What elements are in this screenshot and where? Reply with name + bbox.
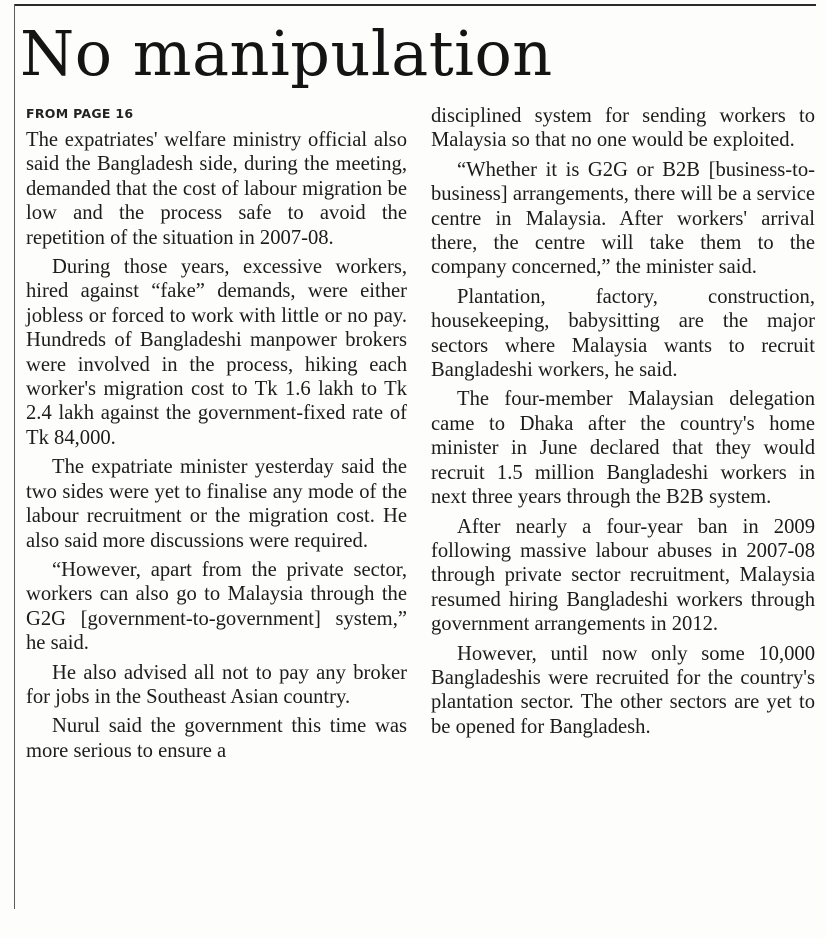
headline: No manipulation — [20, 17, 553, 90]
paragraph: “However, apart from the private sector, workers can also go to Malaysia through the G2G [government-to-government] system,” he said. — [26, 558, 407, 655]
paragraph: Plantation, factory, construction, housekeeping, babysitting are the major sectors where Malaysia wants to recruit Bangladeshi workers, he said. — [431, 285, 815, 382]
jump-line: FROM PAGE 16 — [26, 106, 134, 121]
right-column — [431, 104, 815, 744]
left-rule — [14, 4, 15, 909]
paragraph: He also advised all not to pay any broker for jobs in the Southeast Asian country. — [26, 661, 407, 708]
left-column — [26, 104, 407, 768]
paragraph: The expatriate minister yesterday said the two sides were yet to finalise any mode of the labour recruitment or the migration cost. He also said more discussions were required. — [26, 456, 407, 552]
paragraph: “Whether it is G2G or B2B [business-to-business] arrangements, there will be a service centre in Malaysia. After workers' arrival there, the centre will take them to the company concerned,” the minister said. — [431, 158, 815, 279]
paragraph: Nurul said the government this time was more serious to ensure a — [26, 715, 407, 762]
paragraph: However, until now only some 10,000 Bangladeshis were recruited for the country's plantation sector. The other sectors are yet to be opened for Bangladesh. — [431, 642, 815, 738]
top-rule — [14, 4, 816, 6]
paragraph-continued: disciplined system for sending workers to Malaysia so that no one would be exploited. — [431, 105, 815, 152]
paragraph: The four-member Malaysian delegation came to Dhaka after the country's home minister in June declared that they would recruit 1.5 million Bangladeshi workers in next three years through the B2B system. — [431, 388, 815, 509]
paragraph: During those years, excessive workers, hired against “fake” demands, were either jobless or forced to work with little or no pay. Hundreds of Bangladeshi manpower brokers were involved in the process, hiking each worker's migration cost to Tk 1.6 lakh to Tk 2.4 lakh against the government-fixed rate of Tk 84,000. — [26, 256, 407, 449]
paragraph: After nearly a four-year ban in 2009 following massive labour abuses in 2007-08 through private sector recruitment, Malaysia resumed hiring Bangladeshi workers through government arrangements in 2012. — [431, 515, 815, 636]
paragraph: The expatriates' welfare ministry official also said the Bangladesh side, during the meeting, demanded that the cost of labour migration be low and the process safe to avoid the repetition of the situation in 2007-08. — [26, 129, 407, 249]
